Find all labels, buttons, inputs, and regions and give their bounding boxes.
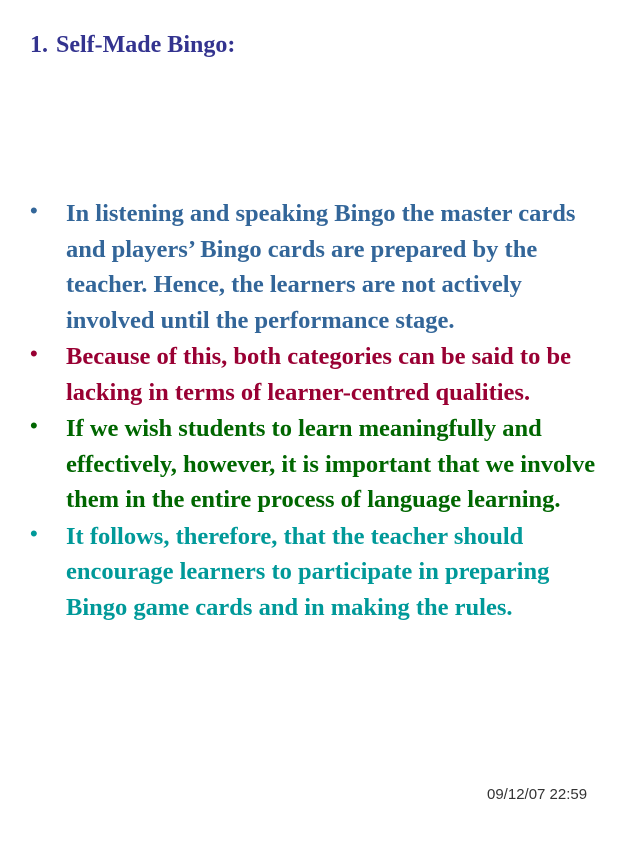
bullet-text: Because of this, both categories can be said to be lacking in terms of learner-centred qualities. [66,343,571,406]
bullet-marker: • [30,413,38,438]
bullet-item [30,196,610,338]
bullet-item [30,339,610,410]
heading-number: 1. [30,32,48,58]
timestamp: 09/12/07 22:59 [487,786,588,803]
slide-heading [30,32,235,59]
bullet-item [30,519,610,626]
bullet-marker: • [30,198,38,223]
heading-title: Self-Made Bingo: [56,32,236,58]
bullet-text: In listening and speaking Bingo the master cards and players’ Bingo cards are prepared by the teacher. Hence, the learners are not actively involved until the performance stage. [66,200,576,334]
bullet-marker: • [30,520,38,546]
bullet-text: If we wish students to learn meaningfully and effectively, however, it is important that we involve them in the entire process of language learning. [66,415,596,513]
bullet-list [30,196,610,626]
bullet-item [30,411,610,518]
bullet-marker: • [30,341,38,366]
bullet-text: It follows, therefore, that the teacher should encourage learners to participate in preparing Bingo game cards and in making the rules. [66,522,550,621]
